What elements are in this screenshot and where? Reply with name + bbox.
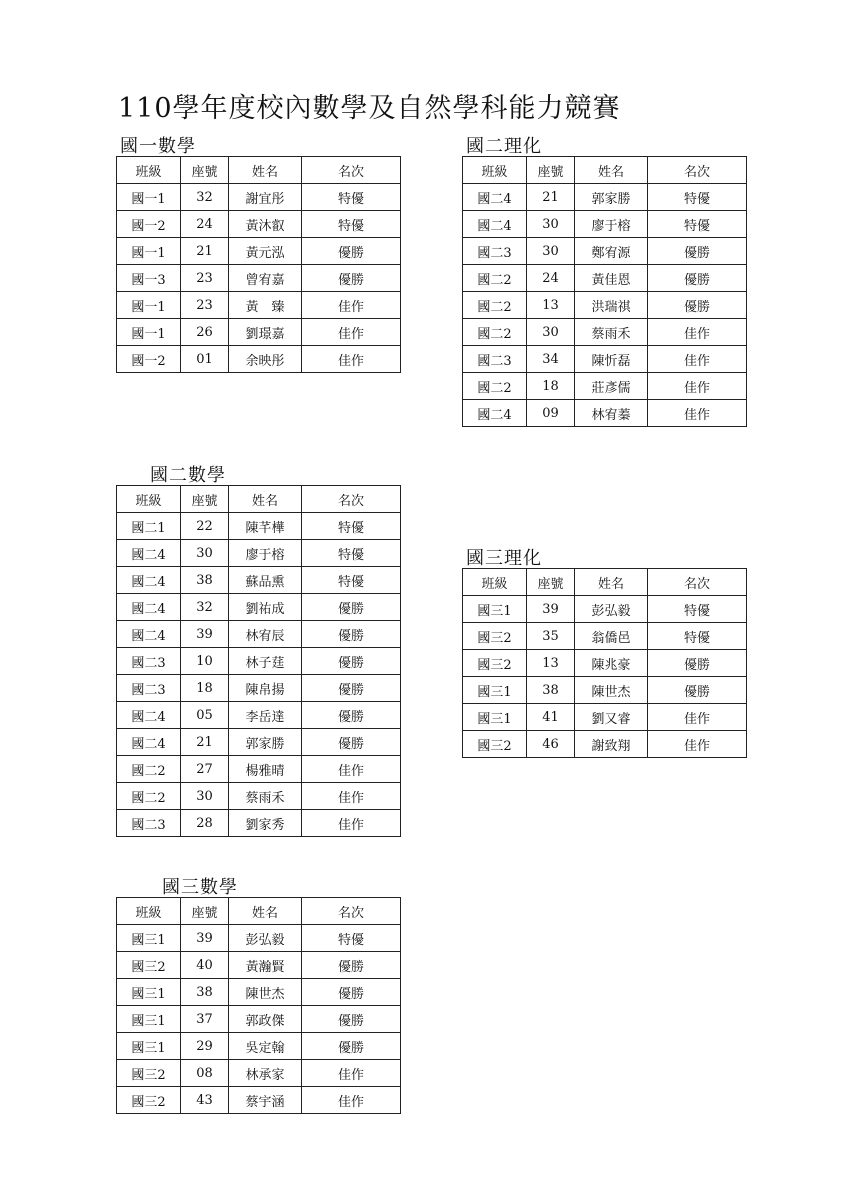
cell-seat: 09 — [527, 400, 575, 427]
table-row — [117, 1087, 401, 1114]
cell-name: 廖于榕 — [229, 540, 302, 567]
cell-name: 黃瀚賢 — [229, 952, 302, 979]
table-row — [463, 623, 747, 650]
cell-rank: 特優 — [302, 513, 401, 540]
cell-name: 余映彤 — [229, 346, 302, 373]
table-row — [117, 810, 401, 837]
table-g7-math — [116, 156, 401, 373]
cell-name: 鄭宥源 — [575, 238, 648, 265]
cell-rank: 優勝 — [648, 292, 747, 319]
section-title-g9-science: 國三理化 — [466, 548, 542, 569]
cell-seat: 13 — [527, 650, 575, 677]
table-row — [117, 648, 401, 675]
cell-class: 國二1 — [117, 513, 181, 540]
cell-rank: 優勝 — [302, 265, 401, 292]
cell-rank: 佳作 — [302, 292, 401, 319]
cell-seat: 38 — [527, 677, 575, 704]
cell-class: 國三1 — [117, 1033, 181, 1060]
cell-class: 國二2 — [463, 292, 527, 319]
table-row — [463, 596, 747, 623]
cell-rank: 佳作 — [648, 731, 747, 758]
cell-name: 莊彥儒 — [575, 373, 648, 400]
cell-name: 曾宥嘉 — [229, 265, 302, 292]
cell-name: 陳忻磊 — [575, 346, 648, 373]
header-rank: 名次 — [648, 157, 747, 184]
cell-name: 郭家勝 — [229, 729, 302, 756]
cell-class: 國三1 — [463, 704, 527, 731]
cell-rank: 佳作 — [648, 373, 747, 400]
table-row — [463, 677, 747, 704]
cell-class: 國三2 — [117, 1060, 181, 1087]
header-name: 姓名 — [229, 898, 302, 925]
cell-name: 劉祐成 — [229, 594, 302, 621]
header-seat: 座號 — [181, 157, 229, 184]
cell-class: 國一1 — [117, 319, 181, 346]
header-rank: 名次 — [648, 569, 747, 596]
cell-rank: 優勝 — [302, 952, 401, 979]
header-rank: 名次 — [302, 898, 401, 925]
cell-name: 楊雅晴 — [229, 756, 302, 783]
cell-class: 國一3 — [117, 265, 181, 292]
cell-rank: 特優 — [302, 925, 401, 952]
table-row — [117, 979, 401, 1006]
cell-class: 國一2 — [117, 346, 181, 373]
cell-class: 國二4 — [117, 567, 181, 594]
header-name: 姓名 — [229, 157, 302, 184]
table-row — [463, 319, 747, 346]
table-row — [463, 731, 747, 758]
cell-seat: 26 — [181, 319, 229, 346]
table-row — [117, 346, 401, 373]
cell-seat: 13 — [527, 292, 575, 319]
table-row — [117, 756, 401, 783]
cell-class: 國三1 — [117, 1006, 181, 1033]
cell-seat: 30 — [527, 319, 575, 346]
cell-name: 蔡雨禾 — [575, 319, 648, 346]
cell-name: 蔡雨禾 — [229, 783, 302, 810]
header-seat: 座號 — [181, 486, 229, 513]
cell-name: 廖于榕 — [575, 211, 648, 238]
cell-seat: 05 — [181, 702, 229, 729]
table-row — [117, 675, 401, 702]
cell-seat: 46 — [527, 731, 575, 758]
cell-name: 林子莛 — [229, 648, 302, 675]
cell-class: 國二3 — [117, 675, 181, 702]
cell-rank: 佳作 — [302, 319, 401, 346]
cell-seat: 39 — [527, 596, 575, 623]
cell-name: 吳定翰 — [229, 1033, 302, 1060]
cell-seat: 24 — [181, 211, 229, 238]
cell-name: 李岳達 — [229, 702, 302, 729]
table-row — [117, 702, 401, 729]
cell-rank: 優勝 — [648, 650, 747, 677]
cell-class: 國二3 — [463, 346, 527, 373]
cell-class: 國二4 — [117, 702, 181, 729]
table-row — [463, 184, 747, 211]
table-row — [117, 925, 401, 952]
table-row — [463, 650, 747, 677]
table-row — [463, 400, 747, 427]
cell-rank: 特優 — [648, 623, 747, 650]
header-name: 姓名 — [575, 157, 648, 184]
cell-rank: 優勝 — [648, 677, 747, 704]
cell-class: 國二3 — [117, 810, 181, 837]
cell-seat: 23 — [181, 265, 229, 292]
cell-name: 陳兆豪 — [575, 650, 648, 677]
table-row — [117, 540, 401, 567]
cell-seat: 27 — [181, 756, 229, 783]
cell-class: 國三1 — [463, 596, 527, 623]
table-row — [463, 292, 747, 319]
header-class: 班級 — [117, 157, 181, 184]
table-row — [117, 319, 401, 346]
cell-seat: 21 — [181, 729, 229, 756]
cell-rank: 佳作 — [648, 346, 747, 373]
cell-seat: 30 — [527, 238, 575, 265]
table-row — [117, 292, 401, 319]
cell-seat: 22 — [181, 513, 229, 540]
cell-seat: 38 — [181, 567, 229, 594]
table-row — [463, 373, 747, 400]
cell-name: 謝宜彤 — [229, 184, 302, 211]
cell-seat: 28 — [181, 810, 229, 837]
table-row — [463, 238, 747, 265]
cell-seat: 29 — [181, 1033, 229, 1060]
cell-name: 陳芊樺 — [229, 513, 302, 540]
cell-rank: 佳作 — [302, 346, 401, 373]
table-row — [117, 594, 401, 621]
section-title-g8-science: 國二理化 — [466, 136, 542, 157]
cell-rank: 佳作 — [302, 783, 401, 810]
table-g9-math — [116, 897, 401, 1114]
table-row — [117, 238, 401, 265]
cell-seat: 08 — [181, 1060, 229, 1087]
cell-rank: 佳作 — [648, 319, 747, 346]
cell-class: 國三1 — [117, 925, 181, 952]
cell-rank: 優勝 — [302, 621, 401, 648]
cell-seat: 23 — [181, 292, 229, 319]
header-seat: 座號 — [527, 157, 575, 184]
cell-seat: 24 — [527, 265, 575, 292]
table-row — [463, 704, 747, 731]
cell-seat: 18 — [181, 675, 229, 702]
cell-class: 國二3 — [117, 648, 181, 675]
cell-name: 林宥辰 — [229, 621, 302, 648]
cell-seat: 43 — [181, 1087, 229, 1114]
cell-rank: 特優 — [302, 184, 401, 211]
header-class: 班級 — [463, 157, 527, 184]
cell-class: 國二2 — [463, 319, 527, 346]
cell-name: 郭政傑 — [229, 1006, 302, 1033]
cell-seat: 39 — [181, 621, 229, 648]
cell-class: 國二3 — [463, 238, 527, 265]
cell-seat: 21 — [181, 238, 229, 265]
cell-class: 國二4 — [117, 729, 181, 756]
cell-class: 國二2 — [117, 756, 181, 783]
cell-rank: 特優 — [648, 184, 747, 211]
table-row — [463, 265, 747, 292]
table-row — [117, 621, 401, 648]
cell-rank: 佳作 — [302, 756, 401, 783]
section-title-g9-math: 國三數學 — [162, 877, 238, 898]
cell-seat: 41 — [527, 704, 575, 731]
cell-rank: 優勝 — [302, 702, 401, 729]
cell-class: 國三2 — [463, 731, 527, 758]
cell-seat: 34 — [527, 346, 575, 373]
cell-seat: 38 — [181, 979, 229, 1006]
cell-seat: 30 — [527, 211, 575, 238]
cell-class: 國三2 — [117, 1087, 181, 1114]
cell-class: 國二4 — [463, 211, 527, 238]
cell-name: 劉又睿 — [575, 704, 648, 731]
table-row — [117, 265, 401, 292]
cell-rank: 特優 — [302, 211, 401, 238]
header-seat: 座號 — [181, 898, 229, 925]
table-g8-math — [116, 485, 401, 837]
cell-rank: 優勝 — [302, 594, 401, 621]
cell-name: 蔡宇涵 — [229, 1087, 302, 1114]
cell-rank: 佳作 — [302, 1060, 401, 1087]
cell-seat: 37 — [181, 1006, 229, 1033]
cell-name: 翁僑邑 — [575, 623, 648, 650]
table-row — [463, 211, 747, 238]
header-rank: 名次 — [302, 486, 401, 513]
cell-name: 黃佳恩 — [575, 265, 648, 292]
cell-rank: 優勝 — [302, 979, 401, 1006]
cell-class: 國一1 — [117, 184, 181, 211]
table-header-row — [463, 157, 747, 184]
cell-name: 黃 臻 — [229, 292, 302, 319]
cell-name: 洪瑞祺 — [575, 292, 648, 319]
cell-class: 國二4 — [463, 400, 527, 427]
cell-rank: 優勝 — [648, 238, 747, 265]
cell-rank: 佳作 — [302, 1087, 401, 1114]
cell-rank: 特優 — [648, 211, 747, 238]
cell-rank: 佳作 — [648, 704, 747, 731]
cell-class: 國一1 — [117, 238, 181, 265]
cell-rank: 優勝 — [302, 729, 401, 756]
table-row — [463, 346, 747, 373]
table-row — [117, 211, 401, 238]
header-class: 班級 — [117, 486, 181, 513]
cell-class: 國三2 — [463, 623, 527, 650]
table-header-row — [117, 898, 401, 925]
cell-rank: 優勝 — [302, 1033, 401, 1060]
table-g9-science — [462, 568, 747, 758]
table-row — [117, 1033, 401, 1060]
cell-class: 國二4 — [117, 594, 181, 621]
table-row — [117, 783, 401, 810]
cell-seat: 30 — [181, 783, 229, 810]
cell-class: 國二4 — [463, 184, 527, 211]
table-g8-science — [462, 156, 747, 427]
cell-rank: 優勝 — [302, 675, 401, 702]
cell-seat: 18 — [527, 373, 575, 400]
cell-name: 劉家秀 — [229, 810, 302, 837]
table-header-row — [117, 486, 401, 513]
cell-seat: 35 — [527, 623, 575, 650]
header-class: 班級 — [463, 569, 527, 596]
cell-seat: 32 — [181, 184, 229, 211]
section-title-g7-math: 國一數學 — [120, 136, 196, 157]
cell-rank: 優勝 — [302, 648, 401, 675]
cell-class: 國二4 — [117, 621, 181, 648]
header-seat: 座號 — [527, 569, 575, 596]
cell-seat: 40 — [181, 952, 229, 979]
cell-seat: 39 — [181, 925, 229, 952]
cell-name: 郭家勝 — [575, 184, 648, 211]
cell-seat: 30 — [181, 540, 229, 567]
cell-name: 彭弘毅 — [575, 596, 648, 623]
header-class: 班級 — [117, 898, 181, 925]
cell-class: 國三1 — [117, 979, 181, 1006]
table-row — [117, 513, 401, 540]
cell-rank: 優勝 — [648, 265, 747, 292]
header-name: 姓名 — [229, 486, 302, 513]
header-name: 姓名 — [575, 569, 648, 596]
cell-class: 國二2 — [463, 373, 527, 400]
cell-name: 謝致翔 — [575, 731, 648, 758]
table-row — [117, 1006, 401, 1033]
page-title: 110學年度校內數學及自然學科能力競賽 — [118, 93, 621, 124]
cell-class: 國一1 — [117, 292, 181, 319]
cell-seat: 21 — [527, 184, 575, 211]
cell-seat: 01 — [181, 346, 229, 373]
table-row — [117, 184, 401, 211]
cell-name: 彭弘毅 — [229, 925, 302, 952]
cell-rank: 優勝 — [302, 238, 401, 265]
cell-class: 國二2 — [117, 783, 181, 810]
cell-class: 國三2 — [463, 650, 527, 677]
cell-rank: 佳作 — [302, 810, 401, 837]
header-rank: 名次 — [302, 157, 401, 184]
table-row — [117, 729, 401, 756]
cell-class: 國一2 — [117, 211, 181, 238]
cell-name: 黃元泓 — [229, 238, 302, 265]
cell-name: 蘇品熏 — [229, 567, 302, 594]
cell-class: 國二2 — [463, 265, 527, 292]
cell-name: 陳世杰 — [229, 979, 302, 1006]
cell-name: 林宥蓁 — [575, 400, 648, 427]
cell-name: 陳世杰 — [575, 677, 648, 704]
cell-name: 劉璟嘉 — [229, 319, 302, 346]
cell-rank: 佳作 — [648, 400, 747, 427]
section-title-g8-math: 國二數學 — [150, 465, 226, 486]
cell-class: 國三2 — [117, 952, 181, 979]
cell-name: 林承家 — [229, 1060, 302, 1087]
table-header-row — [463, 569, 747, 596]
table-row — [117, 567, 401, 594]
cell-rank: 特優 — [302, 540, 401, 567]
cell-class: 國三1 — [463, 677, 527, 704]
cell-rank: 特優 — [302, 567, 401, 594]
table-row — [117, 1060, 401, 1087]
cell-rank: 特優 — [648, 596, 747, 623]
table-row — [117, 952, 401, 979]
cell-class: 國二4 — [117, 540, 181, 567]
cell-name: 黃沐叡 — [229, 211, 302, 238]
cell-seat: 10 — [181, 648, 229, 675]
cell-seat: 32 — [181, 594, 229, 621]
cell-rank: 優勝 — [302, 1006, 401, 1033]
table-header-row — [117, 157, 401, 184]
cell-name: 陳帛揚 — [229, 675, 302, 702]
